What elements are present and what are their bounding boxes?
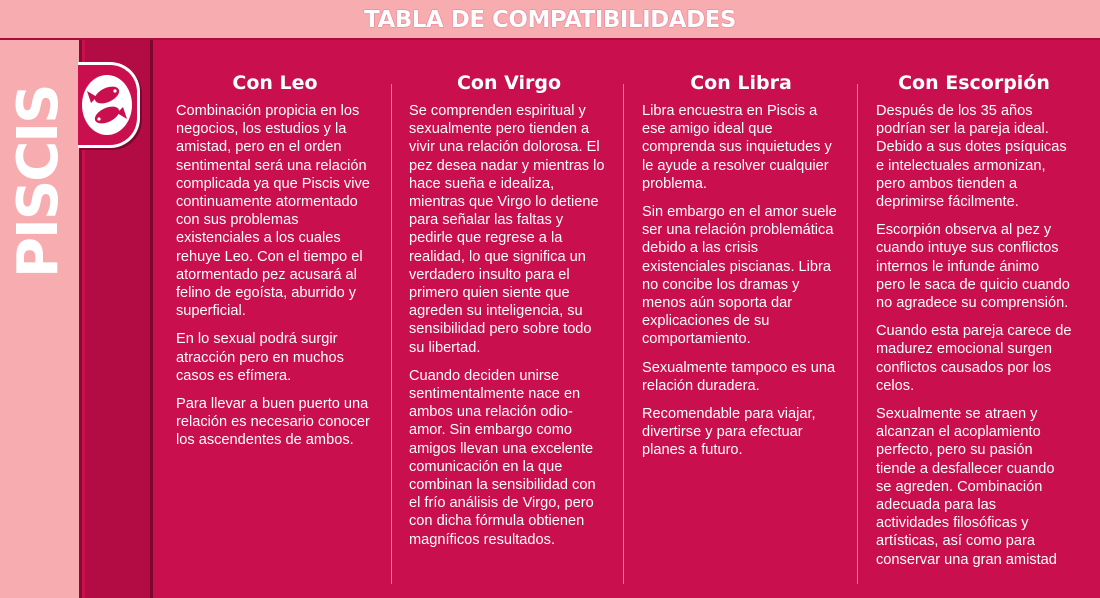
column-title: Con Libra (690, 72, 792, 94)
column-divider (623, 84, 624, 584)
sign-name: PISCIS (6, 85, 71, 278)
pisces-fish-icon (82, 75, 132, 135)
sign-badge (78, 62, 140, 148)
column-divider (391, 84, 392, 584)
paragraph: Libra encuestra en Piscis a ese amigo ideal que comprenda sus inquietudes y le ayude a resolver cualquier problema. (642, 103, 832, 192)
column-divider (857, 84, 858, 584)
page-title: TABLA DE COMPATIBILIDADES (364, 7, 736, 33)
paragraph: Sexualmente se atraen y alcanzan el acoplamiento perfecto, pero su pasión tiende a desfallecer cuando se agreden. Combinación adecuada para las actividades filosóficas y artísticas, así como para conservar una gran amistad (876, 406, 1057, 568)
column-libra (642, 68, 840, 598)
paragraph: Combinación propicia en los negocios, los estudios y la amistad, pero en el orden sentimental será una relación complicada ya que Piscis vive continuamente atormentado con sus problemas existenciales a los cuales rehuye Leo. Con el tiempo el atormentado pez acusará al felino de egoísta, aburrido y superficial. (176, 103, 370, 320)
column-title: Con Escorpión (898, 72, 1050, 94)
paragraph: Escorpión observa al pez y cuando intuye sus conflictos internos le infunde ánimo pero le saca de quicio cuando no agradece su comprensión. (876, 222, 1070, 312)
paragraph: Se comprenden espiritual y sexualmente pero tienden a vivir una relación dolorosa. El pez desea nadar y mientras lo hace sueña e idealiza, mientras que Virgo lo detiene para señalar las faltas y pedirle que regrese a la realidad, lo que significa un verdadero insulto para el primero quien siente que agreden su inteligencia, su sensibilidad pero sobre todo su libertad. (409, 103, 605, 356)
paragraph: En lo sexual podrá surgir atracción pero en muchos casos es efímera. (176, 331, 344, 384)
column-virgo (409, 68, 609, 598)
paragraph: Sexualmente tampoco es una relación duradera. (642, 359, 836, 394)
paragraph: Sin embargo en el amor suele ser una relación problemática debido a las crisis existenciales piscianas. Libra no concibe los dramas y menos aún soporta dar explicaciones de su comportamiento. (642, 204, 837, 348)
column-title: Con Virgo (456, 72, 562, 94)
paragraph: Recomendable para viajar, divertirse y para efectuar planes a futuro. (642, 406, 816, 459)
column-escorpion (876, 68, 1072, 598)
paragraph: Después de los 35 años podrían ser la pareja ideal. Debido a sus dotes psíquicas e intelectuales armonizan, pero ambos tienden a deprimirse fácilmente. (876, 103, 1067, 211)
paragraph: Para llevar a buen puerto una relación es necesario conocer los ascendentes de ambos. (176, 396, 370, 449)
column-leo (176, 68, 374, 598)
sidebar (0, 40, 82, 598)
paragraph: Cuando esta pareja carece de madurez emocional surgen conflictos causados por los celos. (876, 323, 1072, 394)
column-title: Con Leo (232, 72, 318, 94)
paragraph: Cuando deciden unirse sentimentalmente nace en ambos una relación odio-amor. Sin embargo como amigos llevan una excelente comunicación en la que combinan la sensibilidad con el frío análisis de Virgo, pero con dicha fórmula obtienen magníficos resultados. (409, 367, 596, 548)
